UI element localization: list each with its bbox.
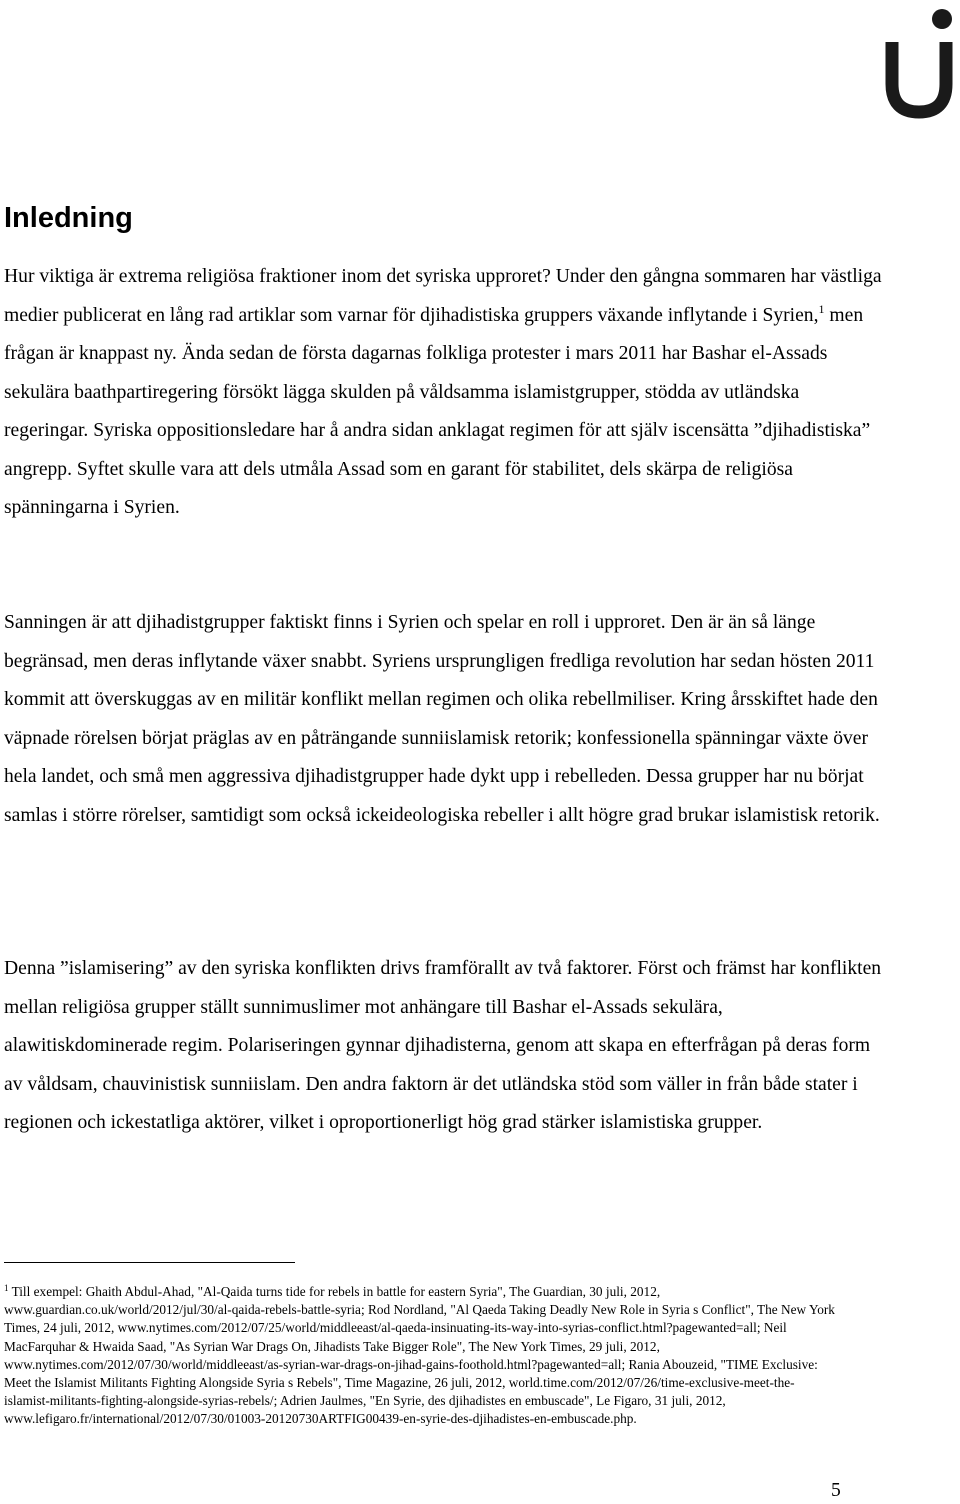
paragraph-2: Sanningen är att djihadistgrupper faktiskt finns i Syrien och spelar en roll i upproret. Den är än så länge begränsad, men deras inflytande växer snabbt. Syriens ursprungligen fredliga revolution har sedan hösten 2011 kommit att överskuggas av en militär konflikt mellan regimen och olika rebellmiliser. Kring årsskiftet hade den väpnade rörelsen börjat präglas av en påträngande sunniislamisk retorik; konfessionella spänningar växte över hela landet, och små men aggressiva djihadistgrupper hade dykt upp i rebelleden. Dessa grupper har nu börjat samlas i större rörelser, samtidigt som också ickeideologiska rebeller i allt högre grad brukar islamistisk retorik. [4, 612, 880, 826]
paragraph-3: Denna ”islamisering” av den syriska konflikten drivs framförallt av två faktorer. Först och främst har konflikten mellan religiösa grupper ställt sunnimuslimer mot anhängare till Bashar el-Assads sekulära, alawitiskdominerade regim. Polariseringen gynnar djihadisterna, genom att skapa en efterfrågan på deras form av våldsam, chauvinistisk sunniislam. Den andra faktorn är det utländska stöd som väller in från både stater i regionen och ickestatliga aktörer, vilket i oproportionerligt hög grad stärker islamistiska grupper. [4, 958, 882, 1133]
page-title: Inledning [4, 202, 133, 234]
paragraph-1 [4, 258, 884, 528]
paragraph-1-text-end: men frågan är knappast ny. Ända sedan de första dagarnas folkliga protester i mars 2011 har Bashar el-Assads sekulära baathpartiregering försökt lägga skulden på våldsamma islamistgrupper, stödda av utländska regeringar. Syriska oppositionsledare har å andra sidan anklagat regimen för att själv iscensätta ”djihadistiska” angrepp. Syftet skulle vara att dels utmåla Assad som en garant för stabilitet, dels skärpa de religiösa spänningarna i Syrien. [4, 304, 871, 518]
publisher-logo [878, 4, 960, 122]
logo-dot [932, 9, 952, 29]
page-number: 5 [831, 1480, 841, 1501]
footnote-number: 1 [4, 1283, 9, 1293]
paragraph-1-text-start: Hur viktiga är extrema religiösa fraktioner inom det syriska upproret? Under den gångna sommaren har västliga medier publicerat en lång rad artiklar som varnar för djihadistiska gruppers växande inflytande i Syrien, [4, 266, 882, 326]
logo-letter-u [892, 42, 946, 112]
footnote [4, 1283, 840, 1429]
footnote-reference: 1 [818, 301, 825, 316]
footnote-text: Till exempel: Ghaith Abdul-Ahad, "Al-Qaida turns tide for rebels in battle for eastern Syria", The Guardian, 30 juli, 2012, www.guardian.co.uk/world/2012/jul/30/al-qaida-rebels-battle-syria; Rod Nordland, "Al Qaeda Taking Deadly New Role in Syria s Conflict", The New York Times, 24 juli, 2012, www.nytimes.com/2012/07/25/world/middleeast/al-qaeda-insinuating-its-way-into-syrias-conflict.html?pagewanted=all; Neil MacFarquhar & Hwaida Saad, "As Syrian War Drags On, Jihadists Take Bigger Role", The New York Times, 29 juli, 2012, www.nytimes.com/2012/07/30/world/middleeast/as-syrian-war-drags-on-jihad-gains-foothold.html?pagewanted=all; Rania Abouzeid, "TIME Exclusive: Meet the Islamist Militants Fighting Alongside Syria s Rebels", Time Magazine, 26 juli, 2012, world.time.com/2012/07/26/time-exclusive-meet-the-islamist-militants-fighting-alongside-syrias-rebels/; Adrien Jaulmes, "En Syrie, des djihadistes en embuscade", Le Figaro, 31 juli, 2012, www.lefigaro.fr/international/2012/07/30/01003-20120730ARTFIG00439-en-syrie-des-djihadistes-en-embuscade.php. [4, 1284, 835, 1427]
footnote-separator [4, 1262, 295, 1263]
